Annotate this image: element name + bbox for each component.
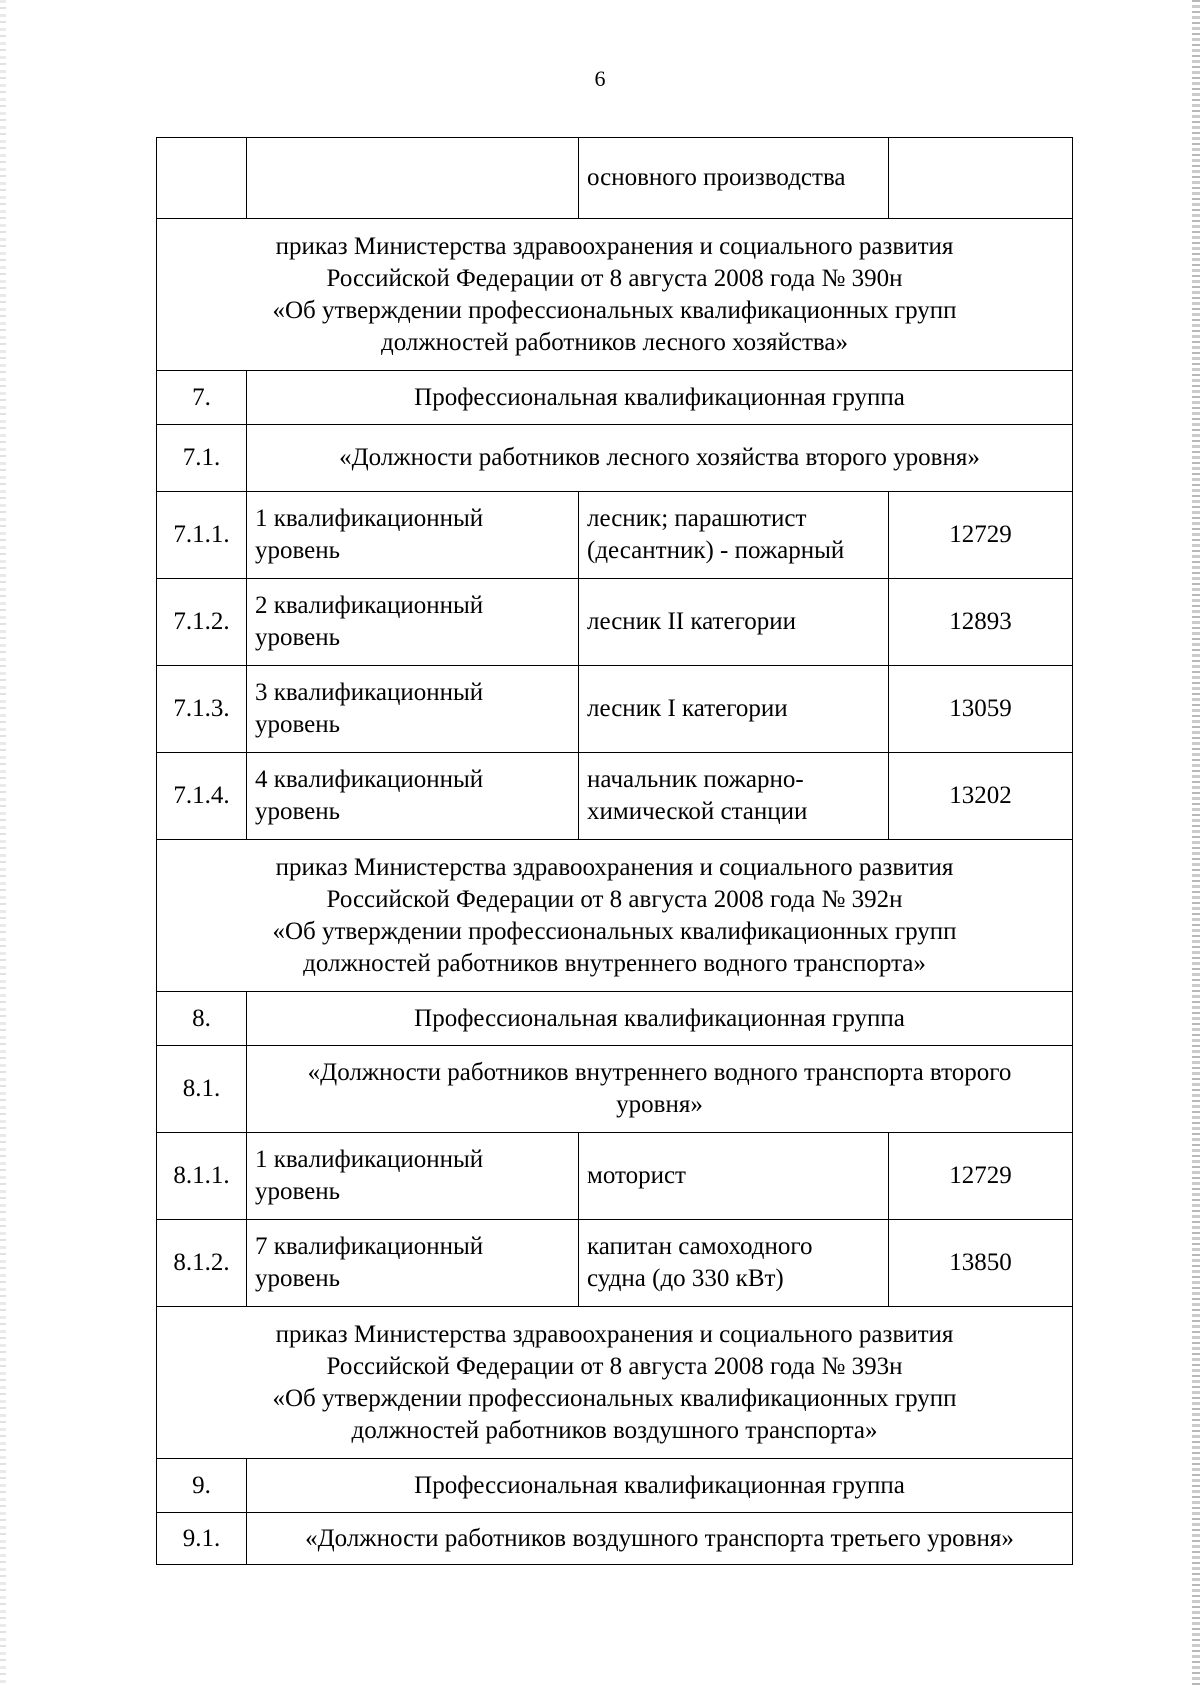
cell-position: лесник I категории: [579, 666, 889, 753]
cell-num: 7.1.1.: [157, 492, 247, 579]
cell-level: 1 квалификационный уровень: [247, 1133, 579, 1220]
cell-salary: 12893: [889, 579, 1073, 666]
order-row: [157, 219, 1073, 371]
group-title: Профессиональная квалификационная группа: [247, 992, 1073, 1046]
table-row: [157, 1133, 1073, 1220]
cell-level: 4 квалификационный уровень: [247, 753, 579, 840]
group-title: Профессиональная квалификационная группа: [247, 1459, 1073, 1513]
table-row: [157, 666, 1073, 753]
cell-level: 7 квалификационный уровень: [247, 1220, 579, 1307]
table-row: [157, 138, 1073, 219]
cell-num: 7.1.: [157, 425, 247, 492]
cell-num: 9.1.: [157, 1513, 247, 1565]
cell-num: 7.: [157, 371, 247, 425]
subgroup-title: «Должности работников лесного хозяйства второго уровня»: [247, 425, 1073, 492]
cell-num: 7.1.4.: [157, 753, 247, 840]
cell-level: 2 квалификационный уровень: [247, 579, 579, 666]
cell-num: 7.1.2.: [157, 579, 247, 666]
order-text: приказ Министерства здравоохранения и социального развития Российской Федерации от 8 августа 2008 года № 392н «Об утверждении профессиональных квалификационных групп должностей работников внутреннего водного транспорта»: [157, 840, 1073, 992]
cell-position: основного производства: [579, 138, 889, 219]
page-number: 6: [594, 66, 606, 91]
subgroup-title: «Должности работников внутреннего водного транспорта второго уровня»: [247, 1046, 1073, 1133]
subgroup-row: [157, 1513, 1073, 1565]
cell-num: 8.1.: [157, 1046, 247, 1133]
cell-num: [157, 138, 247, 219]
group-row: [157, 992, 1073, 1046]
subgroup-row: [157, 1046, 1073, 1133]
subgroup-title: «Должности работников воздушного транспорта третьего уровня»: [247, 1513, 1073, 1565]
cell-salary: 13202: [889, 753, 1073, 840]
cell-num: 8.1.2.: [157, 1220, 247, 1307]
order-row: [157, 840, 1073, 992]
cell-num: 8.: [157, 992, 247, 1046]
order-row: [157, 1307, 1073, 1459]
cell-position: капитан самоходного судна (до 330 кВт): [579, 1220, 889, 1307]
cell-salary: [889, 138, 1073, 219]
cell-num: 8.1.1.: [157, 1133, 247, 1220]
cell-position: начальник пожарно- химической станции: [579, 753, 889, 840]
table-row: [157, 753, 1073, 840]
salary-table: [156, 137, 1073, 1565]
group-row: [157, 371, 1073, 425]
group-row: [157, 1459, 1073, 1513]
cell-position: моторист: [579, 1133, 889, 1220]
cell-num: 7.1.3.: [157, 666, 247, 753]
cell-position: лесник II категории: [579, 579, 889, 666]
scan-edge-right: [1192, 0, 1200, 1685]
cell-position: лесник; парашютист (десантник) - пожарный: [579, 492, 889, 579]
table-row: [157, 492, 1073, 579]
cell-level: 3 квалификационный уровень: [247, 666, 579, 753]
table-row: [157, 579, 1073, 666]
order-text: приказ Министерства здравоохранения и социального развития Российской Федерации от 8 августа 2008 года № 390н «Об утверждении профессиональных квалификационных групп должностей работников лесного хозяйства»: [157, 219, 1073, 371]
subgroup-row: [157, 425, 1073, 492]
cell-salary: 12729: [889, 492, 1073, 579]
cell-level: 1 квалификационный уровень: [247, 492, 579, 579]
cell-salary: 12729: [889, 1133, 1073, 1220]
cell-num: 9.: [157, 1459, 247, 1513]
group-title: Профессиональная квалификационная группа: [247, 371, 1073, 425]
cell-salary: 13850: [889, 1220, 1073, 1307]
cell-salary: 13059: [889, 666, 1073, 753]
table-row: [157, 1220, 1073, 1307]
scan-edge-left: [0, 0, 6, 1685]
order-text: приказ Министерства здравоохранения и социального развития Российской Федерации от 8 августа 2008 года № 393н «Об утверждении профессиональных квалификационных групп должностей работников воздушного транспорта»: [157, 1307, 1073, 1459]
cell-level: [247, 138, 579, 219]
